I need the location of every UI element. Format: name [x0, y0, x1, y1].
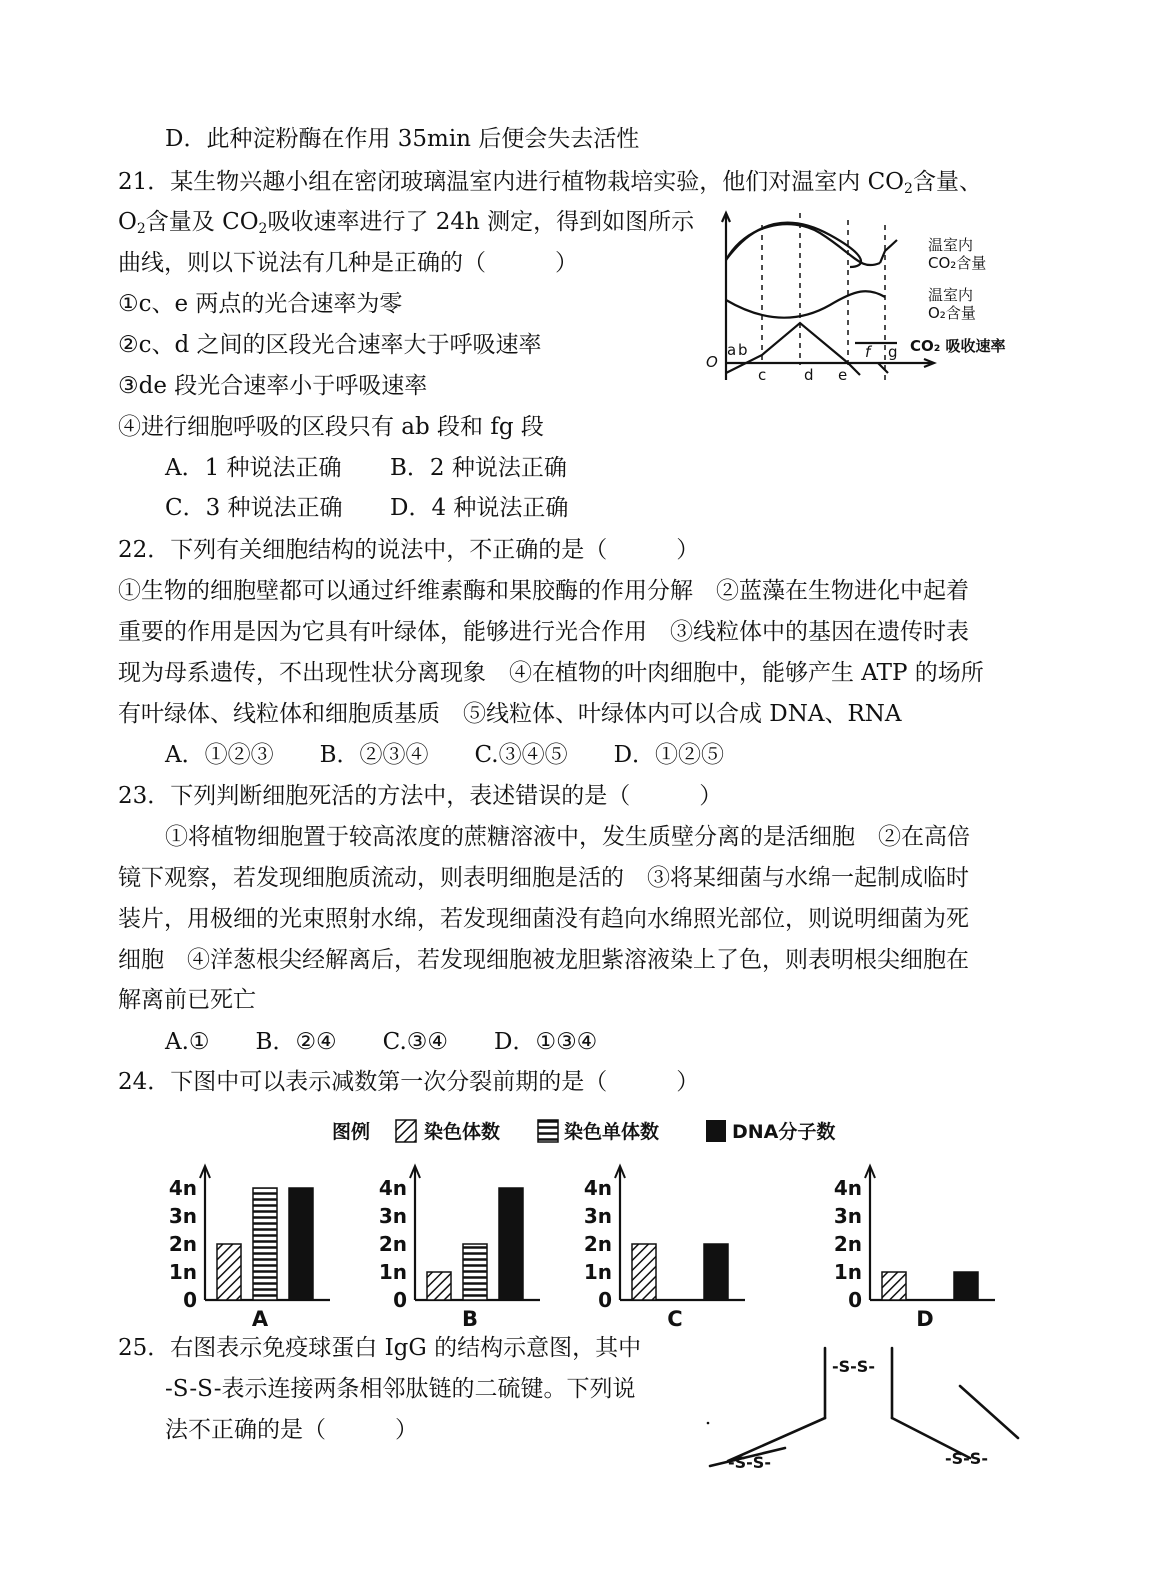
chart-label-A: A — [251, 1307, 269, 1331]
bar-A-dna — [289, 1188, 313, 1300]
tick-label-1n: 1n — [833, 1260, 862, 1284]
legend-dna: DNA分子数 — [732, 1121, 836, 1143]
q21-option-d: D．4 种说法正确 — [390, 495, 569, 521]
q21-statement-2: ②c、d 之间的区段光合速率大于呼吸速率 — [118, 332, 542, 358]
q21-origin: O — [706, 353, 718, 371]
bar-C-chromosomes — [632, 1244, 656, 1300]
q24-stem: 24．下图中可以表示减数第一次分裂前期的是（ ） — [118, 1069, 700, 1095]
q21-point-e: e — [838, 366, 848, 384]
q21-statement-4: ④进行细胞呼吸的区段只有 ab 段和 fg 段 — [118, 414, 544, 440]
q21-o2-label-2: O₂含量 — [928, 304, 976, 322]
q23-stem: 23．下列判断细胞死活的方法中，表述错误的是（ ） — [118, 783, 723, 809]
tick-label-4n: 4n — [833, 1176, 862, 1200]
tick-label-2n: 2n — [833, 1232, 862, 1256]
tick-label-0: 0 — [393, 1288, 407, 1312]
q25-stem-line1: 25．右图表示免疫球蛋白 IgG 的结构示意图，其中 — [118, 1335, 642, 1361]
q21-point-d: d — [804, 366, 814, 384]
q21-o2-label: 温室内 — [928, 286, 974, 304]
q21-stem-line3: 曲线，则以下说法有几种是正确的（ ） — [118, 250, 578, 276]
q23-line4: 细胞 ④洋葱根尖经解离后，若发现细胞被龙胆紫溶液染上了色，则表明根尖细胞在 — [118, 947, 969, 973]
legend-swatch-dna — [706, 1120, 726, 1142]
tick-label-2n: 2n — [378, 1232, 407, 1256]
bar-B-dna — [499, 1188, 523, 1300]
tick-label-1n: 1n — [168, 1260, 197, 1284]
bar-C-dna — [704, 1244, 728, 1300]
q25-stem-line3: 法不正确的是（ ） — [165, 1417, 418, 1443]
q23-line3: 装片，用极细的光束照射水绵，若发现细菌没有趋向水绵照光部位，则说明细菌为死 — [118, 906, 969, 932]
tick-label-2n: 2n — [583, 1232, 612, 1256]
ss-bond-center: -S-S- — [832, 1357, 875, 1376]
tick-label-4n: 4n — [583, 1176, 612, 1200]
q21-point-f: f — [865, 343, 871, 361]
q23-line2: 镜下观察，若发现细胞质流动，则表明细胞是活的 ③将某细菌与水绵一起制成临时 — [118, 865, 969, 891]
tick-label-0: 0 — [848, 1288, 862, 1312]
tick-label-0: 0 — [183, 1288, 197, 1312]
bar-B-chromatids — [463, 1244, 487, 1300]
chart-label-D: D — [916, 1307, 934, 1331]
legend-chromosome: 染色体数 — [424, 1121, 501, 1143]
q21-option-c: C．3 种说法正确 — [165, 495, 343, 521]
q22-stem: 22．下列有关细胞结构的说法中，不正确的是（ ） — [118, 537, 700, 563]
q21-co2-label: 温室内 — [928, 236, 974, 254]
chart-label-B: B — [461, 1307, 479, 1331]
tick-label-3n: 3n — [168, 1204, 197, 1228]
tick-label-0: 0 — [598, 1288, 612, 1312]
tick-label-3n: 3n — [583, 1204, 612, 1228]
bar-A-chromosomes — [217, 1244, 241, 1300]
q24-bar-charts — [150, 1108, 1010, 1333]
q25-stem-line2: -S-S-表示连接两条相邻肽链的二硫键。下列说 — [165, 1376, 636, 1402]
q22-options: A．①②③ B．②③④ C.③④⑤ D．①②⑤ — [165, 742, 725, 768]
q21-option-b: B．2 种说法正确 — [390, 455, 567, 481]
tick-label-4n: 4n — [168, 1176, 197, 1200]
q21-stem-line2: $O_2$含量及 $CO_2$吸收速率进行了 24h 测定，得到如图所示 — [118, 209, 695, 237]
q20-option-d: D．此种淀粉酶在作用 35min 后便会失去活性 — [165, 126, 640, 152]
q21-co2-label-2: CO₂含量 — [928, 254, 987, 272]
q23-options: A.① B．②④ C.③④ D．①③④ — [165, 1029, 598, 1055]
tick-label-2n: 2n — [168, 1232, 197, 1256]
legend-swatch-chromatid — [538, 1120, 558, 1142]
q21-point-g: g — [888, 343, 898, 361]
q21-statement-1: ①c、e 两点的光合速率为零 — [118, 291, 403, 317]
bar-B-chromosomes — [427, 1272, 451, 1300]
bar-D-dna — [954, 1272, 978, 1300]
bar-D-chromosomes — [882, 1272, 906, 1300]
q22-line2: 重要的作用是因为它具有叶绿体，能够进行光合作用 ③线粒体中的基因在遗传时表 — [118, 619, 969, 645]
legend-swatch-chromosome — [396, 1120, 416, 1142]
bar-A-chromatids — [253, 1188, 277, 1300]
legend-title: 图例 — [332, 1121, 371, 1143]
tick-label-4n: 4n — [378, 1176, 407, 1200]
chart-label-C: C — [667, 1307, 683, 1331]
q21-point-a: a — [727, 341, 737, 359]
q22-line3: 现为母系遗传，不出现性状分离现象 ④在植物的叶肉细胞中，能够产生 ATP 的场所 — [118, 660, 984, 686]
q21-option-a: A．1 种说法正确 — [165, 455, 342, 481]
tick-label-3n: 3n — [833, 1204, 862, 1228]
legend-chromatid: 染色单体数 — [564, 1121, 660, 1143]
tick-label-1n: 1n — [378, 1260, 407, 1284]
q25-igg-diagram — [700, 1338, 1030, 1478]
q21-stem-line1: 21．某生物兴趣小组在密闭玻璃温室内进行植物栽培实验，他们对温室内 $CO_2$含量、 — [118, 169, 982, 197]
q21-point-b: b — [738, 341, 748, 359]
q21-curve-figure — [700, 205, 1030, 390]
q21-statement-3: ③de 段光合速率小于呼吸速率 — [118, 373, 428, 399]
q21-point-c: c — [758, 366, 767, 384]
q22-line1: ①生物的细胞壁都可以通过纤维素酶和果胶酶的作用分解 ②蓝藻在生物进化中起着 — [118, 578, 969, 604]
tick-label-3n: 3n — [378, 1204, 407, 1228]
ss-bond-left: -S-S- — [728, 1453, 771, 1472]
q23-line5: 解离前已死亡 — [118, 987, 256, 1013]
q22-line4: 有叶绿体、线粒体和细胞质基质 ⑤线粒体、叶绿体内可以合成 DNA、RNA — [118, 701, 902, 727]
ss-bond-right: -S-S- — [945, 1449, 988, 1468]
q23-line1: ①将植物细胞置于较高浓度的蔗糖溶液中，发生质壁分离的是活细胞 ②在高倍 — [165, 824, 970, 850]
tick-label-1n: 1n — [583, 1260, 612, 1284]
q21-rate-label: CO₂ 吸收速率 — [910, 337, 1006, 355]
